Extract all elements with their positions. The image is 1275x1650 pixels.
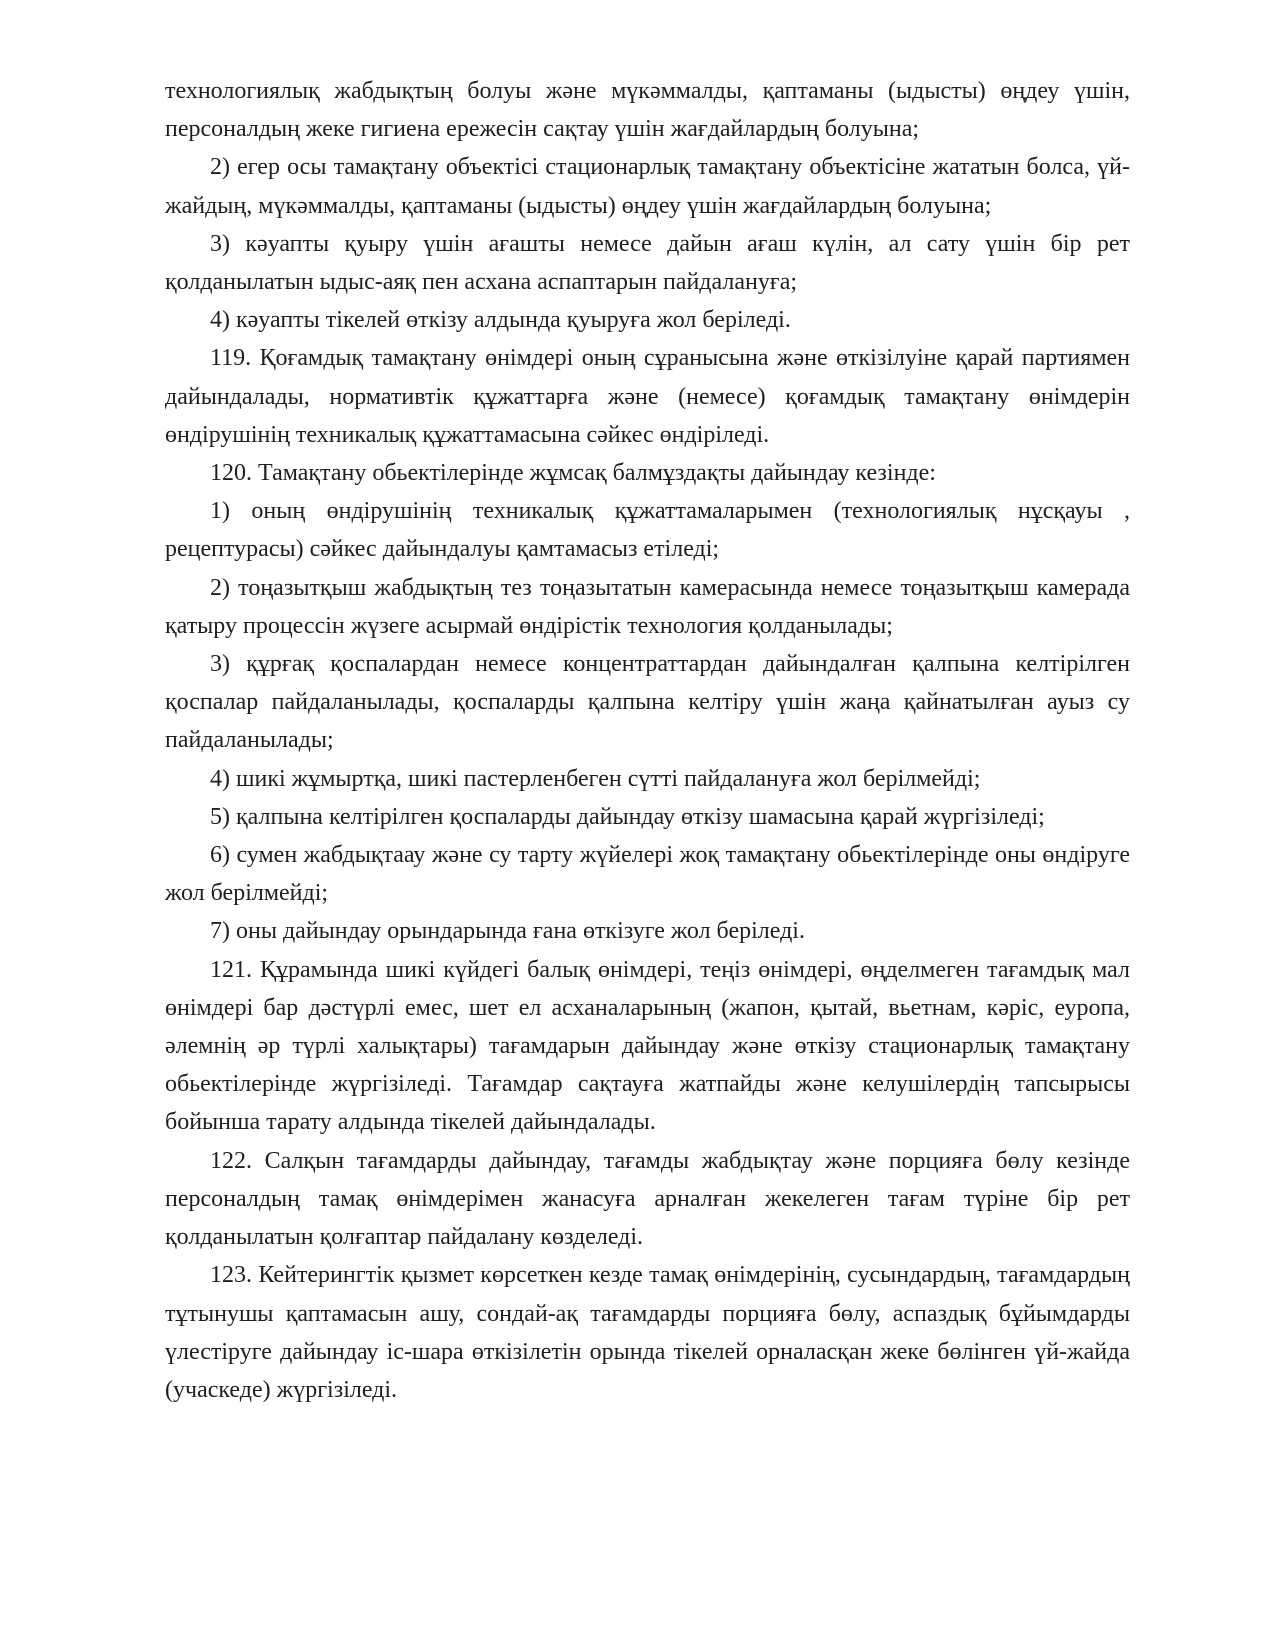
clause-123: 123. Кейтерингтік қызмет көрсеткен кезде тамақ өнімдерінің, сусындардың, тағамдардың тұтынушы қаптамасын ашу, сондай-ақ тағамдарды порцияға бөлу, аспаздық бұйымдарды үлестіруге дайындау іс-шара өткізілетін орында тікелей орналасқан жеке бөлінген үй-жайда (учаскеде) жүргізіледі. bbox=[165, 1262, 1130, 1403]
clause-120: 120. Тамақтану обьектілерінде жұмсақ балмұздақты дайындау кезінде: bbox=[210, 460, 936, 487]
clause-120-item-4: 4) шикі жұмыртқа, шикі пастерленбеген сүтті пайдалануға жол берілмейді; bbox=[210, 765, 981, 792]
list-item-4: 4) кәуапты тікелей өткізу алдында қуыруға жол беріледі. bbox=[210, 307, 791, 334]
clause-120-item-3: 3) құрғақ қоспалардан немесе концентраттардан дайындалған қалпына келтірілген қоспалар пайдаланылады, қоспаларды қалпына келтіру үшін жаңа қайнатылған ауыз су пайдаланылады; bbox=[165, 651, 1130, 754]
clause-120-item-2: 2) тоңазытқыш жабдықтың тез тоңазытатын камерасында немесе тоңазытқыш камерада қатыру процессін жүзеге асырмай өндірістік технология қолданылады; bbox=[165, 574, 1130, 639]
clause-120-item-6: 6) сумен жабдықтаау және су тарту жүйелері жоқ тамақтану обьектілерінде оны өндіруге жол берілмейді; bbox=[165, 842, 1130, 907]
paragraph-continuation: технологиялық жабдықтың болуы және мүкәммалды, қаптаманы (ыдысты) өңдеу үшін, персоналдың жеке гигиена ережесін сақтау үшін жағдайлардың болуына; bbox=[165, 78, 1130, 143]
list-item-2: 2) егер осы тамақтану объектісі стационарлық тамақтану объектісіне жататын болса, үй-жайдың, мүкәммалды, қаптаманы (ыдысты) өңдеу үшін жағдайлардың болуына; bbox=[165, 154, 1130, 219]
clause-121: 121. Құрамында шикі күйдегі балық өнімдері, теңіз өнімдері, өңделмеген тағамдық мал өнімдері бар дәстүрлі емес, шет ел асханаларының (жапон, қытай, вьетнам, кәріс, еуропа, әлемнің әр түрлі халықтары) тағамдарын дайындау және өткізу стационарлық тамақтану обьектілерінде жүргізіледі. Тағамдар сақтауға жатпайды және келушілердің тапсырысы бойынша тарату алдында тікелей дайындалады. bbox=[165, 956, 1130, 1136]
clause-120-item-5: 5) қалпына келтірілген қоспаларды дайындау өткізу шамасына қарай жүргізіледі; bbox=[210, 803, 1045, 830]
clause-119: 119. Қоғамдық тамақтану өнімдері оның сұранысына және өткізілуіне қарай партиямен дайындалады, нормативтік құжаттарға және (немесе) қоғамдық тамақтану өнімдерін өндірушінің техникалық құжаттамасына сәйкес өндіріледі. bbox=[165, 345, 1130, 448]
clause-120-item-7: 7) оны дайындау орындарында ғана өткізуге жол беріледі. bbox=[210, 918, 805, 945]
clause-122: 122. Салқын тағамдарды дайындау, тағамды жабдықтау және порцияға бөлу кезінде персоналдың тамақ өнімдерімен жанасуға арналған жекелеген тағам түріне бір рет қолданылатын қолғаптар пайдалану көзделеді. bbox=[165, 1147, 1130, 1251]
list-item-3: 3) кәуапты қуыру үшін ағашты немесе дайын ағаш күлін, ал сату үшін бір рет қолданылатын ыдыс-аяқ пен асхана аспаптарын пайдалануға; bbox=[165, 230, 1130, 296]
clause-120-item-1: 1) оның өндірушінің техникалық құжаттамаларымен (технологиялық нұсқауы , рецептурасы) сәйкес дайындалуы қамтамасыз етіледі; bbox=[165, 498, 1130, 563]
